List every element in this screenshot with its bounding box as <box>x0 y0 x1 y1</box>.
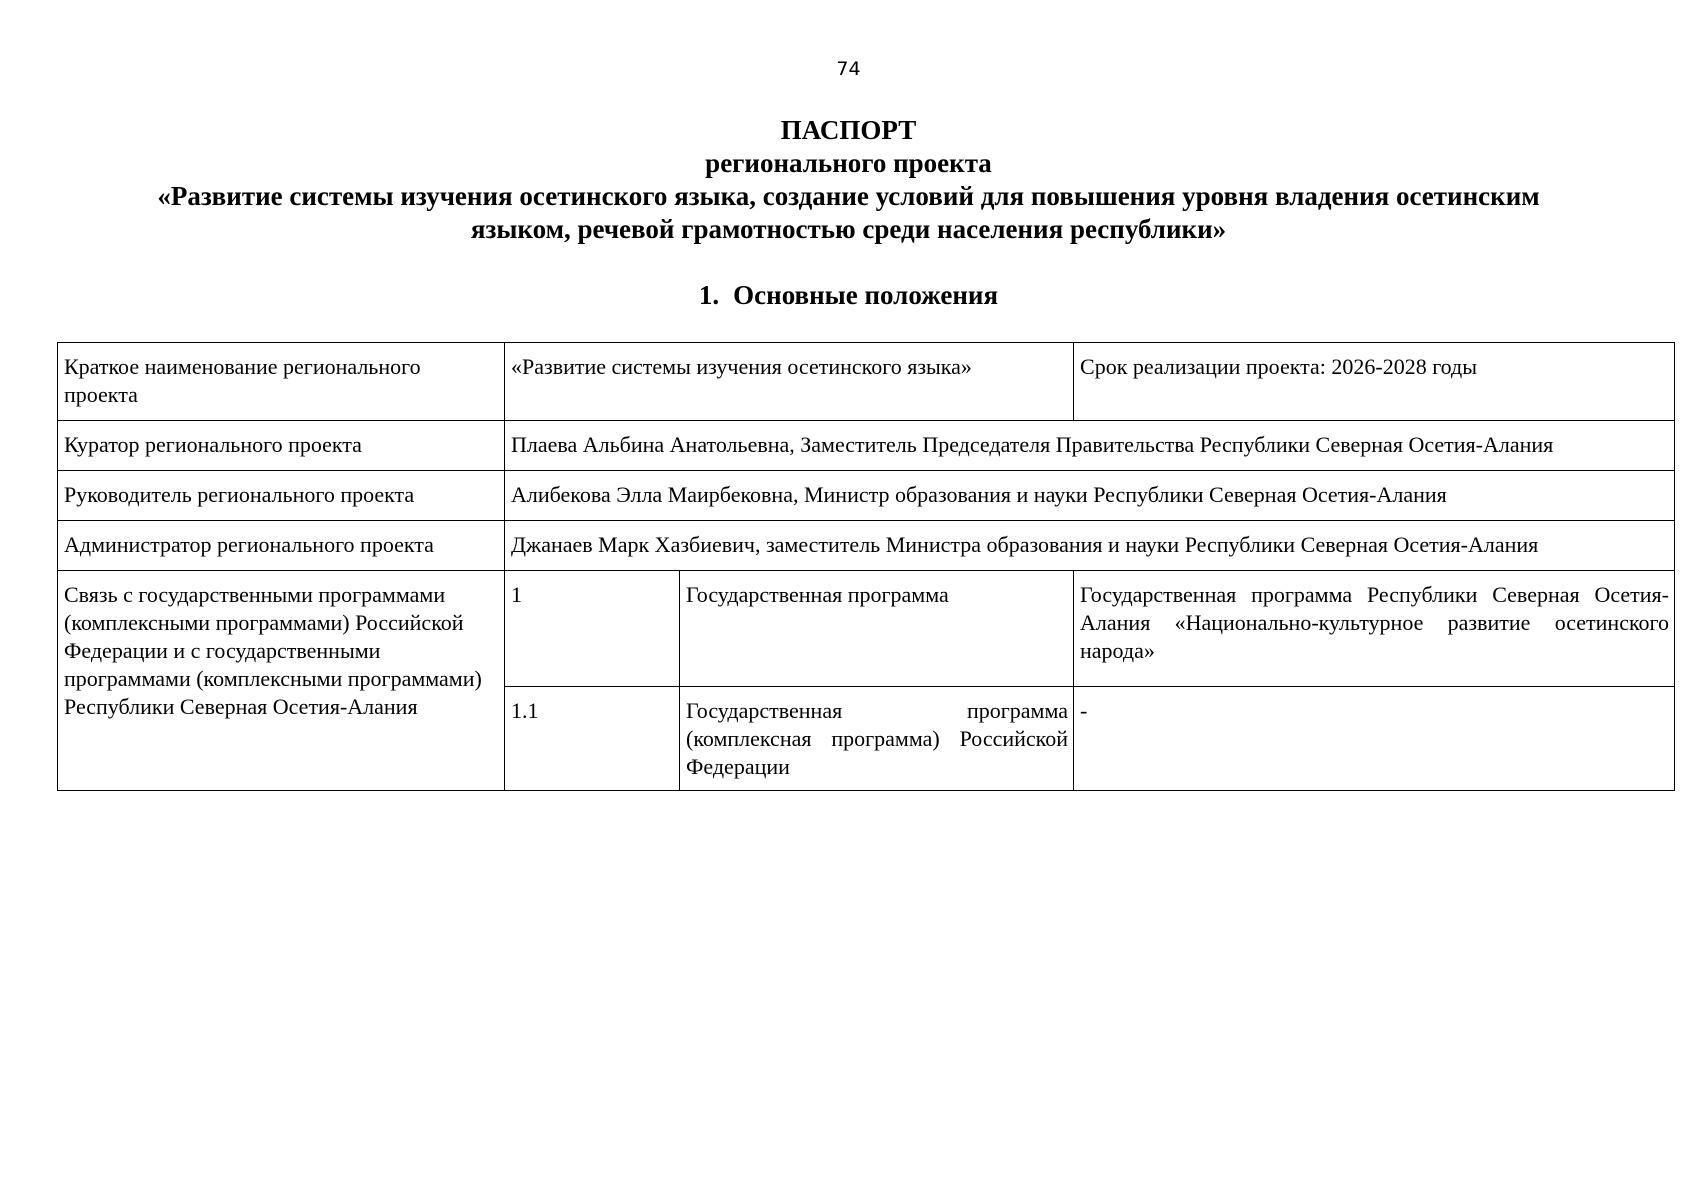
administrator-label: Администратор регионального проекта <box>58 521 505 571</box>
links-label: Связь с государственными программами (комплексными программами) Российской Федерации и с государственными программами (комплексными программами) Республики Северная Осетия-Алания <box>58 571 505 791</box>
links-row-number: 1.1 <box>505 687 680 791</box>
links-row-value: - <box>1074 687 1675 791</box>
heading-subtitle: регионального проекта <box>705 148 992 178</box>
table-row-short-name <box>58 343 1675 421</box>
heading-project-title-line2: языком, речевой грамотностью среди населения республики» <box>470 214 1227 244</box>
table-row-curator <box>58 421 1675 471</box>
short-name-value: «Развитие системы изучения осетинского языка» <box>505 343 1074 421</box>
links-row-type: Государственная программа <box>680 571 1074 687</box>
section-title <box>0 279 1697 312</box>
table-row-administrator <box>58 521 1675 571</box>
short-name-label: Краткое наименование регионального проекта <box>58 343 505 421</box>
administrator-value: Джанаев Марк Хазбиевич, заместитель Министра образования и науки Республики Северная Осетия-Алания <box>505 521 1675 571</box>
section-number: 1. <box>698 280 720 310</box>
curator-value: Плаева Альбина Анатольевна, Заместитель Председателя Правительства Республики Северная Осетия-Алания <box>505 421 1675 471</box>
table-row-head <box>58 471 1675 521</box>
term-value: Срок реализации проекта: 2026-2028 годы <box>1074 343 1675 421</box>
head-value: Алибекова Элла Маирбековна, Министр образования и науки Республики Северная Осетия-Алания <box>505 471 1675 521</box>
head-label: Руководитель регионального проекта <box>58 471 505 521</box>
heading-passport: ПАСПОРТ <box>780 115 917 145</box>
section-title-text: Основные положения <box>733 280 999 310</box>
curator-label: Куратор регионального проекта <box>58 421 505 471</box>
table-row-links-1 <box>58 571 1675 687</box>
page-number: 74 <box>836 58 861 80</box>
links-row-value: Государственная программа Республики Северная Осетия-Алания «Национально-культурное развитие осетинского народа» <box>1074 571 1675 687</box>
document-heading <box>80 114 1617 246</box>
passport-table <box>57 342 1675 791</box>
links-row-number: 1 <box>505 571 680 687</box>
heading-project-title-line1: «Развитие системы изучения осетинского языка, создание условий для повышения уровня владения осетинским <box>157 181 1540 211</box>
links-row-type: Государственная программа (комплексная программа) Российской Федерации <box>680 687 1074 791</box>
